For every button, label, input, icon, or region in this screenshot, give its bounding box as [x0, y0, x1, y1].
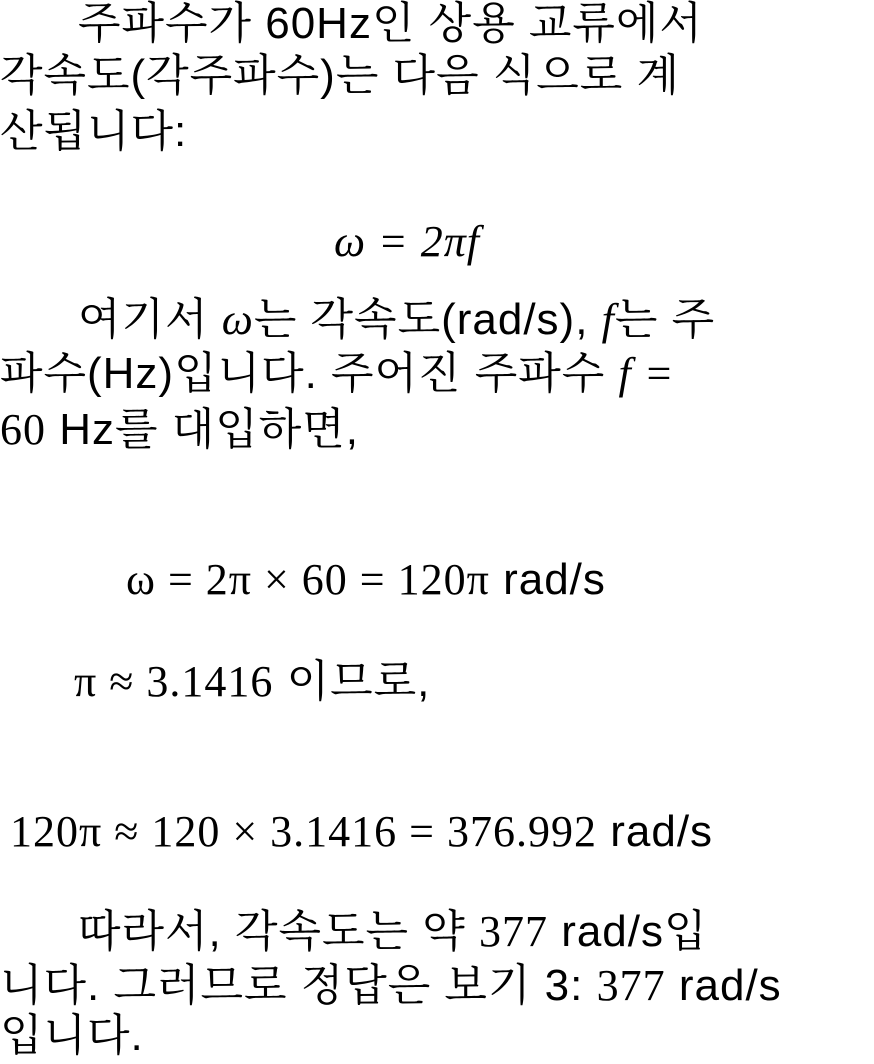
- paragraph-2-text-e: Hz를 대입하면,: [59, 405, 359, 454]
- equation-3-math: 120π ≈ 120 × 3.1416 = 376.992: [10, 807, 597, 856]
- equation-omega-definition: [0, 214, 874, 270]
- paragraph-4-text-b: rad/s입: [561, 907, 708, 956]
- paragraph-2-text-a: 여기서: [78, 295, 209, 344]
- equation-numeric-result: [10, 804, 713, 860]
- frequency-value: 60: [0, 405, 46, 454]
- equation-1-text: ω = 2πf: [333, 217, 481, 266]
- frequency-equals: f =: [618, 349, 675, 398]
- paragraph-2-text-b: 는 각속도(rad/s),: [253, 295, 589, 344]
- paragraph-1-line-2: 각속도(각주파수)는 다음 식으로 계: [0, 51, 681, 100]
- paragraph-4-text-a: 따라서, 각속도는 약: [78, 907, 466, 956]
- omega-symbol: ω: [221, 295, 254, 344]
- paragraph-4-line-1: [78, 904, 708, 960]
- paragraph-1-line-1: 주파수가 60Hz인 상용 교류에서: [78, 0, 703, 48]
- equation-omega-value: [126, 552, 606, 608]
- equation-3-unit: rad/s: [610, 807, 714, 856]
- paragraph-2-line-2: [0, 346, 674, 402]
- equation-2-unit: rad/s: [503, 555, 606, 604]
- paragraph-1-line-3: 산됩니다:: [0, 107, 188, 156]
- paragraph-2-text-c: 는 주: [614, 295, 716, 344]
- paragraph-2-text-d: 파수(Hz)입니다. 주어진 주파수: [0, 349, 606, 398]
- equation-2-math: ω = 2π × 60 = 120π: [126, 555, 490, 604]
- frequency-symbol: f: [601, 295, 615, 344]
- paragraph-3-text: 이므로,: [286, 657, 431, 706]
- pi-approximation: π ≈ 3.1416: [74, 657, 274, 706]
- paragraph-4-line-3: 입니다.: [0, 1011, 144, 1060]
- paragraph-2-line-3: [0, 402, 359, 458]
- paragraph-2-line-1: [78, 292, 715, 348]
- paragraph-4-line-2: [0, 958, 782, 1014]
- approx-value: 377: [478, 907, 548, 956]
- answer-value: 377: [596, 961, 666, 1010]
- paragraph-4-text-c: 니다. 그러므로 정답은 보기 3:: [0, 961, 584, 1010]
- paragraph-3-line: [74, 654, 430, 710]
- answer-unit: rad/s: [678, 961, 782, 1010]
